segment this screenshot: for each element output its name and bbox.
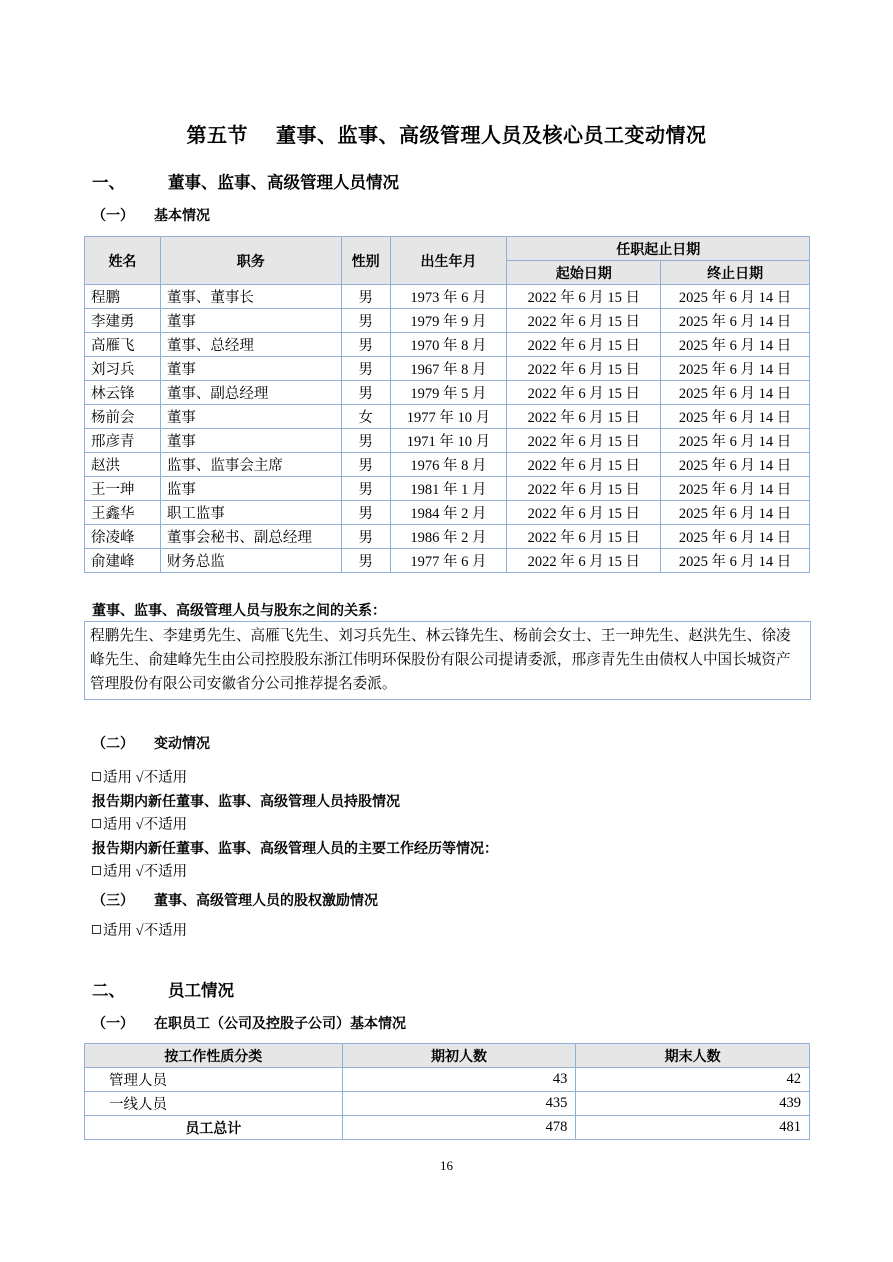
position-cell: 董事 xyxy=(160,405,341,429)
relation-text: 程鹏先生、李建勇先生、高雁飞先生、刘习兵先生、林云锋先生、杨前会女士、王一珅先生、赵洪先生、徐凌峰先生、俞建峰先生由公司控股股东浙江伟明环保股份有限公司提请委派，邢彦青先生由债权人中国长城资产管理股份有限公司安徽省分公司推荐提名委派。 xyxy=(84,621,811,700)
start-cell: 2022 年 6 月 15 日 xyxy=(507,549,661,573)
checkbox-icon xyxy=(92,819,101,828)
applicable-text: 适用 √不适用 xyxy=(103,770,188,786)
table-row xyxy=(85,309,810,333)
applicable-line xyxy=(92,860,187,881)
start-count-cell: 435 xyxy=(342,1092,576,1116)
checkbox-icon xyxy=(92,772,101,781)
heading-part2 xyxy=(92,977,234,1001)
gender-cell: 男 xyxy=(341,477,390,501)
heading-number: （三） xyxy=(92,893,134,909)
col-header-birth: 出生年月 xyxy=(390,237,507,285)
name-cell: 徐凌峰 xyxy=(85,525,161,549)
gender-cell: 男 xyxy=(341,525,390,549)
applicable-text: 适用 √不适用 xyxy=(103,923,188,939)
col-header-end: 终止日期 xyxy=(661,261,810,285)
table-row xyxy=(85,285,810,309)
category-cell: 管理人员 xyxy=(85,1068,343,1092)
holding-title: 报告期内新任董事、监事、高级管理人员持股情况 xyxy=(92,794,400,810)
heading-text: 基本情况 xyxy=(154,208,210,224)
birth-cell: 1981 年 1 月 xyxy=(390,477,507,501)
end-cell: 2025 年 6 月 14 日 xyxy=(661,453,810,477)
heading-text: 董事、高级管理人员的股权激励情况 xyxy=(154,893,378,909)
end-cell: 2025 年 6 月 14 日 xyxy=(661,549,810,573)
col-header-start-count: 期初人数 xyxy=(342,1044,576,1068)
col-header-category: 按工作性质分类 xyxy=(85,1044,343,1068)
applicable-line xyxy=(92,919,187,940)
end-cell: 2025 年 6 月 14 日 xyxy=(661,405,810,429)
gender-cell: 女 xyxy=(341,405,390,429)
name-cell: 王一珅 xyxy=(85,477,161,501)
birth-cell: 1979 年 5 月 xyxy=(390,381,507,405)
table-row xyxy=(85,333,810,357)
table-row xyxy=(85,525,810,549)
table-row xyxy=(85,357,810,381)
applicable-line xyxy=(92,813,187,834)
start-cell: 2022 年 6 月 15 日 xyxy=(507,525,661,549)
gender-cell: 男 xyxy=(341,357,390,381)
end-cell: 2025 年 6 月 14 日 xyxy=(661,357,810,381)
birth-cell: 1976 年 8 月 xyxy=(390,453,507,477)
start-cell: 2022 年 6 月 15 日 xyxy=(507,285,661,309)
col-header-start: 起始日期 xyxy=(507,261,661,285)
directors-table xyxy=(84,236,810,573)
position-cell: 董事 xyxy=(160,309,341,333)
name-cell: 王鑫华 xyxy=(85,501,161,525)
start-count-cell: 43 xyxy=(342,1068,576,1092)
table-row-total xyxy=(85,1116,810,1140)
position-cell: 董事会秘书、副总经理 xyxy=(160,525,341,549)
heading-part1 xyxy=(92,169,399,193)
position-cell: 董事、总经理 xyxy=(160,333,341,357)
employees-table xyxy=(84,1043,810,1140)
birth-cell: 1977 年 6 月 xyxy=(390,549,507,573)
heading-text: 董事、监事、高级管理人员情况 xyxy=(168,173,399,192)
end-cell: 2025 年 6 月 14 日 xyxy=(661,477,810,501)
name-cell: 高雁飞 xyxy=(85,333,161,357)
position-cell: 董事、副总经理 xyxy=(160,381,341,405)
table-row xyxy=(85,477,810,501)
end-cell: 2025 年 6 月 14 日 xyxy=(661,381,810,405)
heading-text: 变动情况 xyxy=(154,736,210,752)
end-cell: 2025 年 6 月 14 日 xyxy=(661,333,810,357)
table-row xyxy=(85,501,810,525)
checkbox-icon xyxy=(92,866,101,875)
heading-equity-incentive xyxy=(92,890,378,910)
end-count-cell: 439 xyxy=(576,1092,810,1116)
end-cell: 2025 年 6 月 14 日 xyxy=(661,501,810,525)
heading-text: 在职员工（公司及控股子公司）基本情况 xyxy=(154,1016,406,1032)
name-cell: 刘习兵 xyxy=(85,357,161,381)
position-cell: 职工监事 xyxy=(160,501,341,525)
position-cell: 董事 xyxy=(160,357,341,381)
start-cell: 2022 年 6 月 15 日 xyxy=(507,333,661,357)
relation-label: 董事、监事、高级管理人员与股东之间的关系： xyxy=(92,603,386,619)
gender-cell: 男 xyxy=(341,429,390,453)
total-end-cell: 481 xyxy=(576,1116,810,1140)
col-header-position: 职务 xyxy=(160,237,341,285)
birth-cell: 1979 年 9 月 xyxy=(390,309,507,333)
heading-number: （二） xyxy=(92,736,134,752)
experience-title: 报告期内新任董事、监事、高级管理人员的主要工作经历等情况： xyxy=(92,841,498,857)
heading-text: 员工情况 xyxy=(168,981,234,1000)
applicable-text: 适用 √不适用 xyxy=(103,817,188,833)
heading-number: 二、 xyxy=(92,981,125,1000)
heading-basic-info xyxy=(92,205,210,225)
end-count-cell: 42 xyxy=(576,1068,810,1092)
section-number: 第五节 xyxy=(186,123,248,147)
col-header-term: 任职起止日期 xyxy=(507,237,810,261)
gender-cell: 男 xyxy=(341,285,390,309)
heading-changes xyxy=(92,733,210,753)
position-cell: 财务总监 xyxy=(160,549,341,573)
total-start-cell: 478 xyxy=(342,1116,576,1140)
start-cell: 2022 年 6 月 15 日 xyxy=(507,357,661,381)
table-row xyxy=(85,453,810,477)
name-cell: 林云锋 xyxy=(85,381,161,405)
start-cell: 2022 年 6 月 15 日 xyxy=(507,429,661,453)
category-cell: 一线人员 xyxy=(85,1092,343,1116)
birth-cell: 1970 年 8 月 xyxy=(390,333,507,357)
start-cell: 2022 年 6 月 15 日 xyxy=(507,381,661,405)
start-cell: 2022 年 6 月 15 日 xyxy=(507,453,661,477)
end-cell: 2025 年 6 月 14 日 xyxy=(661,285,810,309)
position-cell: 董事 xyxy=(160,429,341,453)
position-cell: 董事、董事长 xyxy=(160,285,341,309)
name-cell: 李建勇 xyxy=(85,309,161,333)
heading-number: （一） xyxy=(92,208,134,224)
gender-cell: 男 xyxy=(341,309,390,333)
page-title xyxy=(0,119,893,148)
birth-cell: 1984 年 2 月 xyxy=(390,501,507,525)
end-cell: 2025 年 6 月 14 日 xyxy=(661,309,810,333)
section-title-text: 董事、监事、高级管理人员及核心员工变动情况 xyxy=(276,123,707,147)
col-header-end-count: 期末人数 xyxy=(576,1044,810,1068)
checkbox-icon xyxy=(92,925,101,934)
position-cell: 监事 xyxy=(160,477,341,501)
page-number: 16 xyxy=(440,1158,453,1173)
table-row xyxy=(85,429,810,453)
table-row xyxy=(85,1068,810,1092)
col-header-name: 姓名 xyxy=(85,237,161,285)
name-cell: 邢彦青 xyxy=(85,429,161,453)
end-cell: 2025 年 6 月 14 日 xyxy=(661,429,810,453)
birth-cell: 1977 年 10 月 xyxy=(390,405,507,429)
start-cell: 2022 年 6 月 15 日 xyxy=(507,405,661,429)
birth-cell: 1973 年 6 月 xyxy=(390,285,507,309)
heading-number: 一、 xyxy=(92,173,125,192)
table-row xyxy=(85,1092,810,1116)
start-cell: 2022 年 6 月 15 日 xyxy=(507,309,661,333)
gender-cell: 男 xyxy=(341,381,390,405)
col-header-gender: 性别 xyxy=(341,237,390,285)
name-cell: 程鹏 xyxy=(85,285,161,309)
total-label-cell: 员工总计 xyxy=(85,1116,343,1140)
table-row xyxy=(85,549,810,573)
heading-number: （一） xyxy=(92,1016,134,1032)
gender-cell: 男 xyxy=(341,333,390,357)
start-cell: 2022 年 6 月 15 日 xyxy=(507,501,661,525)
name-cell: 杨前会 xyxy=(85,405,161,429)
birth-cell: 1986 年 2 月 xyxy=(390,525,507,549)
birth-cell: 1971 年 10 月 xyxy=(390,429,507,453)
gender-cell: 男 xyxy=(341,453,390,477)
applicable-text: 适用 √不适用 xyxy=(103,864,188,880)
position-cell: 监事、监事会主席 xyxy=(160,453,341,477)
gender-cell: 男 xyxy=(341,501,390,525)
start-cell: 2022 年 6 月 15 日 xyxy=(507,477,661,501)
birth-cell: 1967 年 8 月 xyxy=(390,357,507,381)
table-row xyxy=(85,381,810,405)
end-cell: 2025 年 6 月 14 日 xyxy=(661,525,810,549)
name-cell: 俞建峰 xyxy=(85,549,161,573)
name-cell: 赵洪 xyxy=(85,453,161,477)
table-row xyxy=(85,405,810,429)
gender-cell: 男 xyxy=(341,549,390,573)
applicable-line xyxy=(92,766,187,787)
heading-employees-basic xyxy=(92,1013,406,1033)
